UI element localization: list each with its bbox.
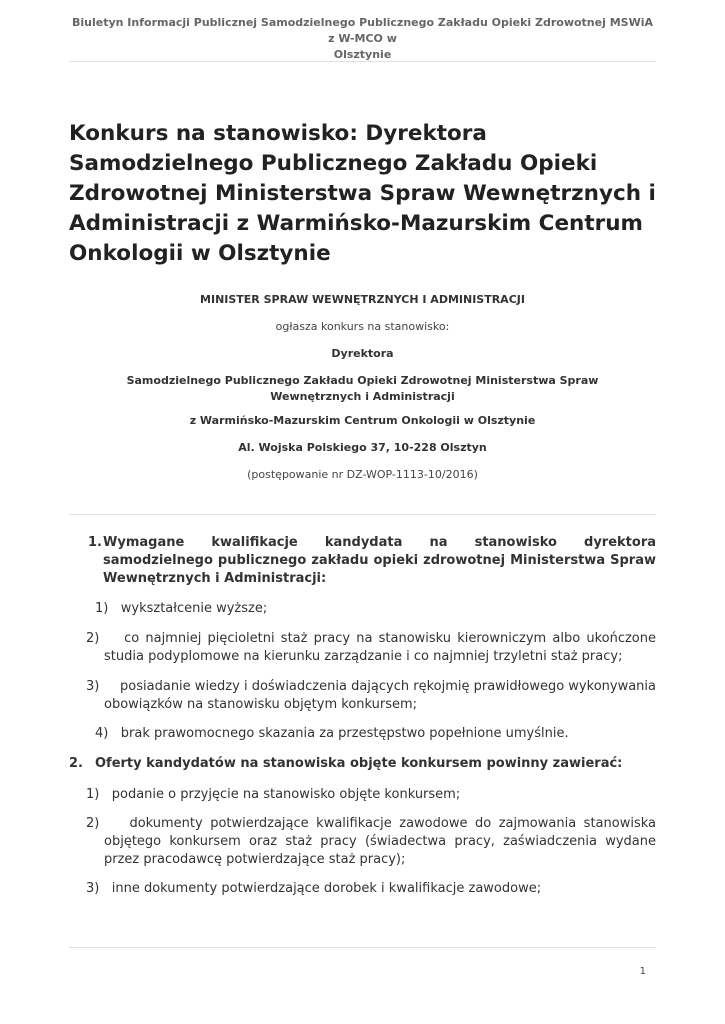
announcement-center: z Warmińsko-Mazurskim Centrum Onkologii w Olsztynie bbox=[189, 414, 536, 427]
section1-item-3 bbox=[86, 678, 656, 714]
section1-item-2 bbox=[86, 630, 656, 666]
header-divider bbox=[69, 61, 656, 62]
section2-item-2 bbox=[86, 815, 656, 869]
section2-item-3-number: 3) bbox=[86, 881, 100, 896]
header-line-1: Biuletyn Informacji Publicznej Samodzielnego Publicznego Zakładu Opieki Zdrowotnej MSWiA z W-MCO w bbox=[72, 16, 653, 45]
section2-item-1-number: 1) bbox=[86, 787, 100, 802]
announcement-announces: ogłasza konkurs na stanowisko: bbox=[275, 320, 450, 333]
section2-item-3-text: inne dokumenty potwierdzające dorobek i kwalifikacje zawodowe; bbox=[111, 881, 542, 896]
footer-divider bbox=[69, 947, 656, 948]
announcement-position: Dyrektora bbox=[331, 347, 394, 360]
section1-heading-text: Wymagane kwalifikacje kandydata na stanowisko dyrektora samodzielnego publicznego zakładu opieki zdrowotnej Ministerstwa Spraw Wewnętrznych i Administracji: bbox=[103, 535, 656, 586]
section1-item-4-text: brak prawomocnego skazania za przestępstwo popełnione umyślnie. bbox=[120, 726, 569, 741]
announcement-minister: MINISTER SPRAW WEWNĘTRZNYCH I ADMINISTRACJI bbox=[200, 293, 525, 306]
page-title: Konkurs na stanowisko: Dyrektora Samodzielnego Publicznego Zakładu Opieki Zdrowotnej Ministerstwa Spraw Wewnętrznych i Administracji z Warmińsko-Mazurskim Centrum Onkologii w Olsztynie bbox=[69, 121, 656, 266]
section1-item-1-number: 1) bbox=[95, 601, 109, 616]
announcement-address: Al. Wojska Polskiego 37, 10-228 Olsztyn bbox=[238, 441, 487, 454]
section1-item-4-number: 4) bbox=[95, 726, 109, 741]
section1-item-4 bbox=[95, 725, 656, 743]
section1-item-1 bbox=[95, 600, 656, 618]
announcement-case-number: (postępowanie nr DZ-WOP-1113-10/2016) bbox=[247, 468, 478, 481]
section1-item-3-number: 3) bbox=[86, 679, 100, 694]
page-header bbox=[69, 15, 656, 63]
section2-item-1 bbox=[86, 786, 656, 804]
section2-heading bbox=[69, 755, 656, 773]
section2-heading-text: Oferty kandydatów na stanowiska objęte konkursem powinny zawierać: bbox=[95, 756, 623, 771]
section2-item-1-text: podanie o przyjęcie na stanowisko objęte konkursem; bbox=[111, 787, 461, 802]
section2-number: 2. bbox=[69, 756, 83, 771]
section2-item-3 bbox=[86, 880, 656, 898]
section2-item-2-number: 2) bbox=[86, 816, 100, 831]
page-number: 1 bbox=[639, 966, 646, 977]
section1-item-1-text: wykształcenie wyższe; bbox=[120, 601, 268, 616]
section1-item-3-text: posiadanie wiedzy i doświadczenia dających rękojmię prawidłowego wykonywania obowiązków na stanowisku objętym konkursem; bbox=[104, 679, 656, 712]
announcement-institution: Samodzielnego Publicznego Zakładu Opieki Zdrowotnej Ministerstwa Spraw Wewnętrznych i Administracji bbox=[126, 374, 599, 403]
section1-number: 1. bbox=[88, 535, 102, 550]
section1-heading bbox=[88, 534, 656, 588]
section1-item-2-number: 2) bbox=[86, 631, 100, 646]
section-divider bbox=[69, 514, 656, 515]
section1-item-2-text: co najmniej pięcioletni staż pracy na stanowisku kierowniczym albo ukończone studia podyplomowe na kierunku zarządzanie i co najmniej trzyletni staż pracy; bbox=[104, 631, 656, 664]
header-line-2: Olsztynie bbox=[333, 48, 392, 61]
section2-item-2-text: dokumenty potwierdzające kwalifikacje zawodowe do zajmowania stanowiska objętego konkursem oraz staż pracy (świadectwa pracy, zaświadczenia wydane przez pracodawcę potwierdzające staż pracy); bbox=[104, 816, 656, 867]
